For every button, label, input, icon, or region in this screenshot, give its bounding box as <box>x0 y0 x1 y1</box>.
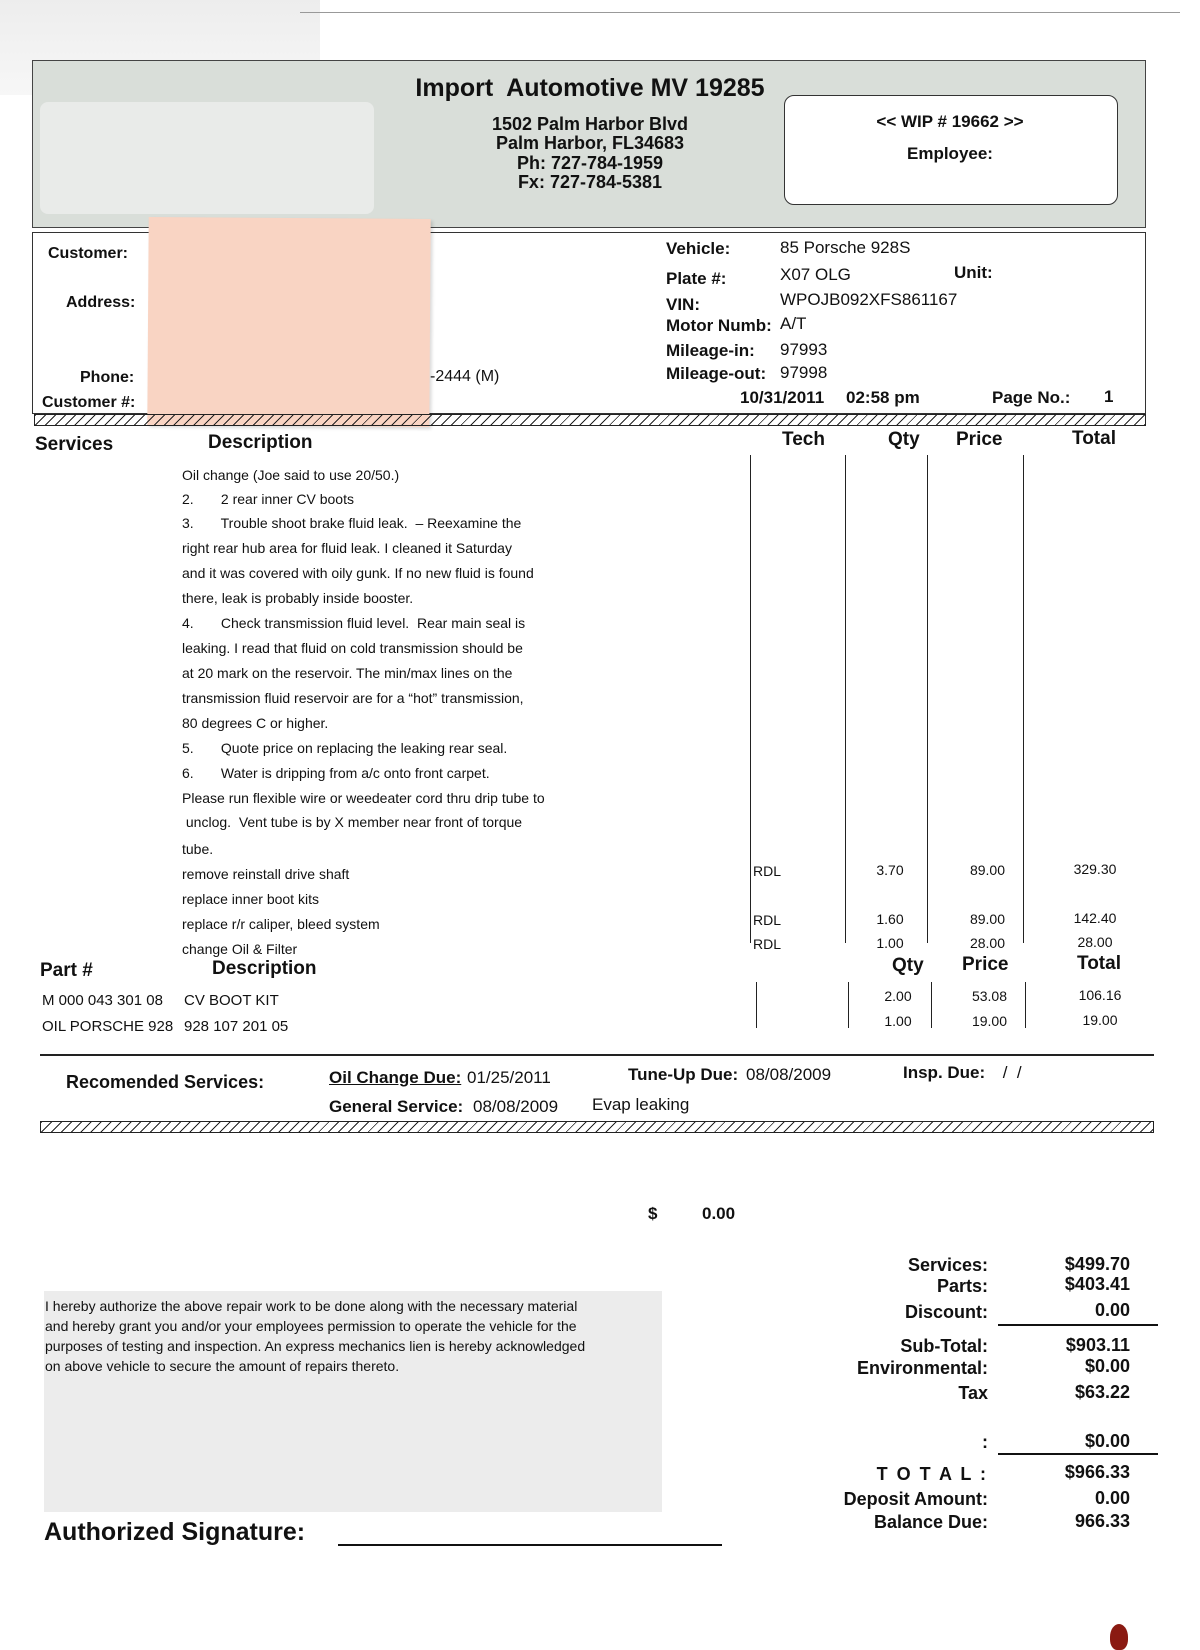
service-line-qty: 3.70 <box>876 862 904 878</box>
oil-change-due-value: 01/25/2011 <box>467 1068 551 1087</box>
grand-total-label: T O T A L : <box>876 1464 988 1484</box>
description-line: unclog. Vent tube is by X member near front of torque <box>182 814 523 830</box>
service-line-tech: RDL <box>753 912 782 928</box>
hatch-divider-top <box>34 414 1146 426</box>
customer-label: Customer: <box>48 245 129 262</box>
recommended-note: Evap leaking <box>592 1095 690 1114</box>
general-service-label: General Service: <box>329 1097 464 1116</box>
shop-address-1: 1502 Palm Harbor Blvd <box>491 114 689 134</box>
deposit-value: 0.00 <box>1094 1488 1130 1508</box>
service-line-description: replace inner boot kits <box>182 891 319 907</box>
service-line-tech: RDL <box>753 936 782 952</box>
description-line: tube. <box>182 841 214 857</box>
description-line: Please run flexible wire or weedeater cord thru drip tube to <box>182 790 545 806</box>
address-label: Address: <box>66 294 136 311</box>
service-line-total: 142.40 <box>1073 910 1117 926</box>
general-service-value: 08/08/2009 <box>473 1097 559 1116</box>
mileage-out-value: 97998 <box>780 363 828 382</box>
description-line: at 20 mark on the reservoir. The min/max lines on the <box>182 665 513 681</box>
part-number: OIL PORSCHE 928 <box>42 1018 174 1035</box>
description-line: 2. 2 rear inner CV boots <box>182 491 354 507</box>
top-rule <box>300 12 1180 13</box>
service-line-description: change Oil & Filter <box>182 941 298 957</box>
part-description: CV BOOT KIT <box>184 992 279 1009</box>
parts-divider-qty <box>848 982 849 1028</box>
grand-total-value: $966.33 <box>1064 1462 1130 1482</box>
service-line-price: 89.00 <box>969 862 1006 878</box>
description-line: right rear hub area for fluid leak. I cleaned it Saturday <box>182 540 512 556</box>
tune-up-due-value: 08/08/2009 <box>746 1065 832 1084</box>
parts-total-value: $403.41 <box>1064 1274 1130 1294</box>
motor-label: Motor Numb: <box>666 316 772 335</box>
service-line-qty: 1.00 <box>876 935 904 951</box>
part-number-heading: Part # <box>40 960 93 981</box>
shop-phone: Ph: 727-784-1959 <box>516 153 664 173</box>
vin-label: VIN: <box>666 295 700 314</box>
signature-label: Authorized Signature: <box>44 1518 306 1546</box>
shop-address-2: Palm Harbor, FL34683 <box>495 133 685 153</box>
signature-line[interactable] <box>338 1544 722 1546</box>
service-line-price: 28.00 <box>969 935 1006 951</box>
part-description: 928 107 201 05 <box>184 1018 289 1035</box>
other-charge-label: : <box>982 1432 988 1452</box>
deposit-label: Deposit Amount: <box>843 1489 988 1509</box>
inspection-due-value: / / <box>998 1063 1022 1082</box>
column-divider-qty <box>845 455 846 943</box>
phone-value: -2444 (M) <box>430 368 500 385</box>
column-divider-price <box>927 455 928 943</box>
part-number: M 000 043 301 08 <box>42 992 163 1009</box>
customer-number-label: Customer #: <box>42 394 136 411</box>
misc-amount: 0.00 <box>702 1204 736 1223</box>
invoice-time: 02:58 pm <box>846 388 920 407</box>
discount-underline <box>998 1324 1158 1326</box>
services-total-label: Services: <box>907 1255 988 1275</box>
description-line: 80 degrees C or higher. <box>182 715 329 731</box>
parts-total-label: Parts: <box>936 1276 988 1296</box>
balance-due-value: 966.33 <box>1074 1511 1130 1531</box>
parts-divider-tech <box>756 982 757 1028</box>
sub-total-value: $903.11 <box>1065 1335 1130 1355</box>
description-line: 6. Water is dripping from a/c onto front carpet. <box>182 765 490 781</box>
tax-label: Tax <box>958 1383 988 1403</box>
motor-value: A/T <box>780 314 807 333</box>
environmental-value: $0.00 <box>1084 1356 1130 1376</box>
part-qty: 1.00 <box>884 1013 912 1029</box>
services-heading: Services <box>35 434 114 455</box>
sub-total-label: Sub-Total: <box>900 1336 988 1356</box>
plate-label: Plate #: <box>666 269 727 288</box>
service-line-price: 89.00 <box>969 911 1006 927</box>
page-label: Page No.: <box>992 388 1071 407</box>
price-heading: Price <box>956 429 1003 450</box>
qty-heading: Qty <box>888 429 920 450</box>
page-value: 1 <box>1104 387 1114 406</box>
description-line: Oil change (Joe said to use 20/50.) <box>182 467 400 483</box>
description-line: leaking. I read that fluid on cold transmission should be <box>182 640 523 656</box>
part-total: 19.00 <box>1082 1012 1118 1028</box>
discount-value: 0.00 <box>1094 1300 1130 1320</box>
authorization-text: I hereby authorize the above repair work to be done along with the necessary material and hereby grant you and/or your employees permission to operate the vehicle for the purposes of testing and inspection. An express mechanics lien is hereby acknowledged on above vehicle to secure the amount of repairs thereto. <box>45 1298 586 1374</box>
parts-total-heading: Total <box>1077 953 1121 974</box>
parts-divider-price <box>931 982 932 1028</box>
vin-value: WPOJB092XFS861167 <box>780 290 958 309</box>
recommended-label: Recomended Services: <box>66 1072 265 1092</box>
unit-label: Unit: <box>954 263 993 282</box>
description-heading: Description <box>208 432 313 453</box>
shop-fax: Fx: 727-784-5381 <box>517 172 663 192</box>
vehicle-value: 85 Porsche 928S <box>780 238 911 257</box>
service-line-total: 329.30 <box>1073 861 1117 877</box>
logo-placeholder <box>40 102 374 214</box>
service-line-tech: RDL <box>753 863 782 879</box>
oil-change-due-label: Oil Change Due: <box>329 1068 462 1087</box>
services-total-value: $499.70 <box>1064 1254 1130 1274</box>
hatch-divider-bottom <box>40 1121 1154 1133</box>
service-line-qty: 1.60 <box>876 911 904 927</box>
total-heading: Total <box>1072 428 1116 449</box>
description-line: transmission fluid reservoir are for a “hot” transmission, <box>182 690 524 706</box>
description-line: 5. Quote price on replacing the leaking rear seal. <box>182 740 508 756</box>
tax-value: $63.22 <box>1074 1382 1130 1402</box>
grand-total-rule <box>998 1453 1158 1455</box>
mileage-out-label: Mileage-out: <box>666 364 767 383</box>
shop-name: Import Automotive MV 19285 <box>415 74 765 102</box>
description-line: and it was covered with oily gunk. If no new fluid is found <box>182 565 534 581</box>
redaction-sticker <box>147 217 430 427</box>
service-line-description: remove reinstall drive shaft <box>182 866 350 882</box>
part-price: 53.08 <box>971 988 1008 1004</box>
column-divider-tech <box>750 455 751 943</box>
service-line-description: replace r/r caliper, bleed system <box>182 916 380 932</box>
description-line: 4. Check transmission fluid level. Rear main seal is <box>182 615 526 631</box>
misc-currency: $ <box>648 1204 658 1223</box>
employee-label: Employee: <box>907 144 993 163</box>
description-line: there, leak is probably inside booster. <box>182 590 414 606</box>
balance-due-label: Balance Due: <box>873 1512 988 1532</box>
discount-label: Discount: <box>905 1302 988 1322</box>
other-charge-value: $0.00 <box>1084 1431 1130 1451</box>
part-price: 19.00 <box>971 1013 1008 1029</box>
parts-qty-heading: Qty <box>892 955 924 976</box>
environmental-label: Environmental: <box>856 1358 988 1378</box>
parts-price-heading: Price <box>962 954 1009 975</box>
mileage-in-label: Mileage-in: <box>666 341 755 360</box>
part-qty: 2.00 <box>884 988 912 1004</box>
vehicle-label: Vehicle: <box>666 239 731 258</box>
tune-up-due-label: Tune-Up Due: <box>628 1065 739 1084</box>
phone-label: Phone: <box>80 369 135 386</box>
part-total: 106.16 <box>1078 987 1122 1003</box>
wip-number: << WIP # 19662 >> <box>876 112 1024 131</box>
service-line-total: 28.00 <box>1077 934 1113 950</box>
mileage-in-value: 97993 <box>780 340 828 359</box>
recommended-top-rule <box>40 1054 1154 1056</box>
tech-heading: Tech <box>782 429 825 450</box>
plate-value: X07 OLG <box>780 265 851 284</box>
invoice-date: 10/31/2011 <box>740 388 825 407</box>
description-line: 3. Trouble shoot brake fluid leak. – Reexamine the <box>182 515 522 531</box>
ink-stain <box>1110 1624 1128 1650</box>
inspection-due-label: Insp. Due: <box>903 1063 986 1082</box>
parts-description-heading: Description <box>212 958 317 979</box>
